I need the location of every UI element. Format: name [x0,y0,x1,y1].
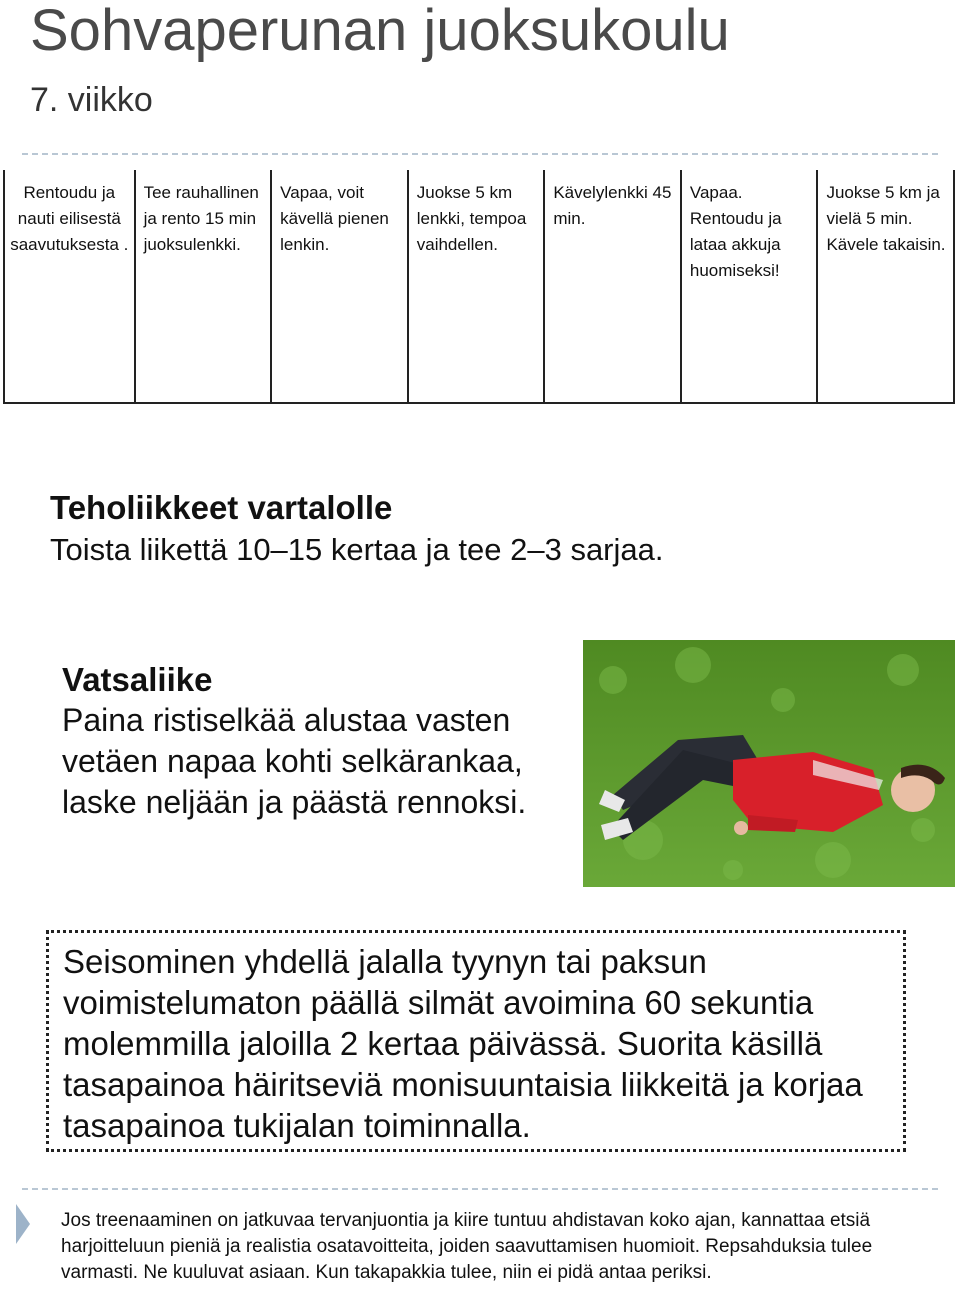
schedule-day-5: Kävelylenkki 45 min. [545,170,682,402]
weekly-schedule-table [3,170,955,404]
schedule-day-6: Vapaa. Rentoudu ja lataa akkuja huomiseksi! [682,170,819,402]
exercise-photo [583,640,955,887]
page-title: Sohvaperunan juoksukoulu [30,0,730,63]
section-title: Teholiikkeet vartalolle [50,489,393,526]
top-divider [22,153,938,155]
exercise-description: Paina ristiselkää alustaa vasten vetäen napaa kohti selkärankaa, laske neljään ja päästä rennoksi. [62,702,527,820]
balance-exercise-box [46,930,906,1152]
schedule-day-2: Tee rauhallinen ja rento 15 min juoksulenkki. [136,170,273,402]
balance-exercise-text: Seisominen yhdellä jalalla tyynyn tai paksun voimistelumaton päällä silmät avoimina 60 sekuntia molemmilla jaloilla 2 kertaa päivässä. Suorita käsillä tasapainoa häiritseviä monisuuntaisia liikkeitä ja korjaa tasapainoa tukijalan toiminnalla. [63,943,863,1144]
arrow-right-icon [16,1204,30,1244]
schedule-day-7: Juokse 5 km ja vielä 5 min. Kävele takaisin. [826,183,946,254]
week-subtitle: 7. viikko [30,81,153,119]
bottom-divider [22,1188,938,1190]
schedule-day-3: Vapaa, voit kävellä pienen lenkin. [272,170,409,402]
footer-tip: Jos treenaaminen on jatkuvaa tervanjuontia ja kiire tuntuu ahdistavan koko ajan, kannattaa etsiä harjoitteluun pieniä ja realistia osatavoitteita, joiden saavuttamisen huomioit. Repsahduksia tulee varmasti. Ne kuuluvat asiaan. Kun takapakkia tulee, niin ei pidä antaa periksi. [61,1210,873,1283]
section-instructions: Toista liikettä 10–15 kertaa ja tee 2–3 sarjaa. [50,532,664,567]
schedule-day-4: Juokse 5 km lenkki, tempoa vaihdellen. [409,170,546,402]
schedule-day-1: Rentoudu ja nauti eilisestä saavutuksesta . [5,170,136,402]
exercise-title: Vatsaliike [62,661,213,698]
